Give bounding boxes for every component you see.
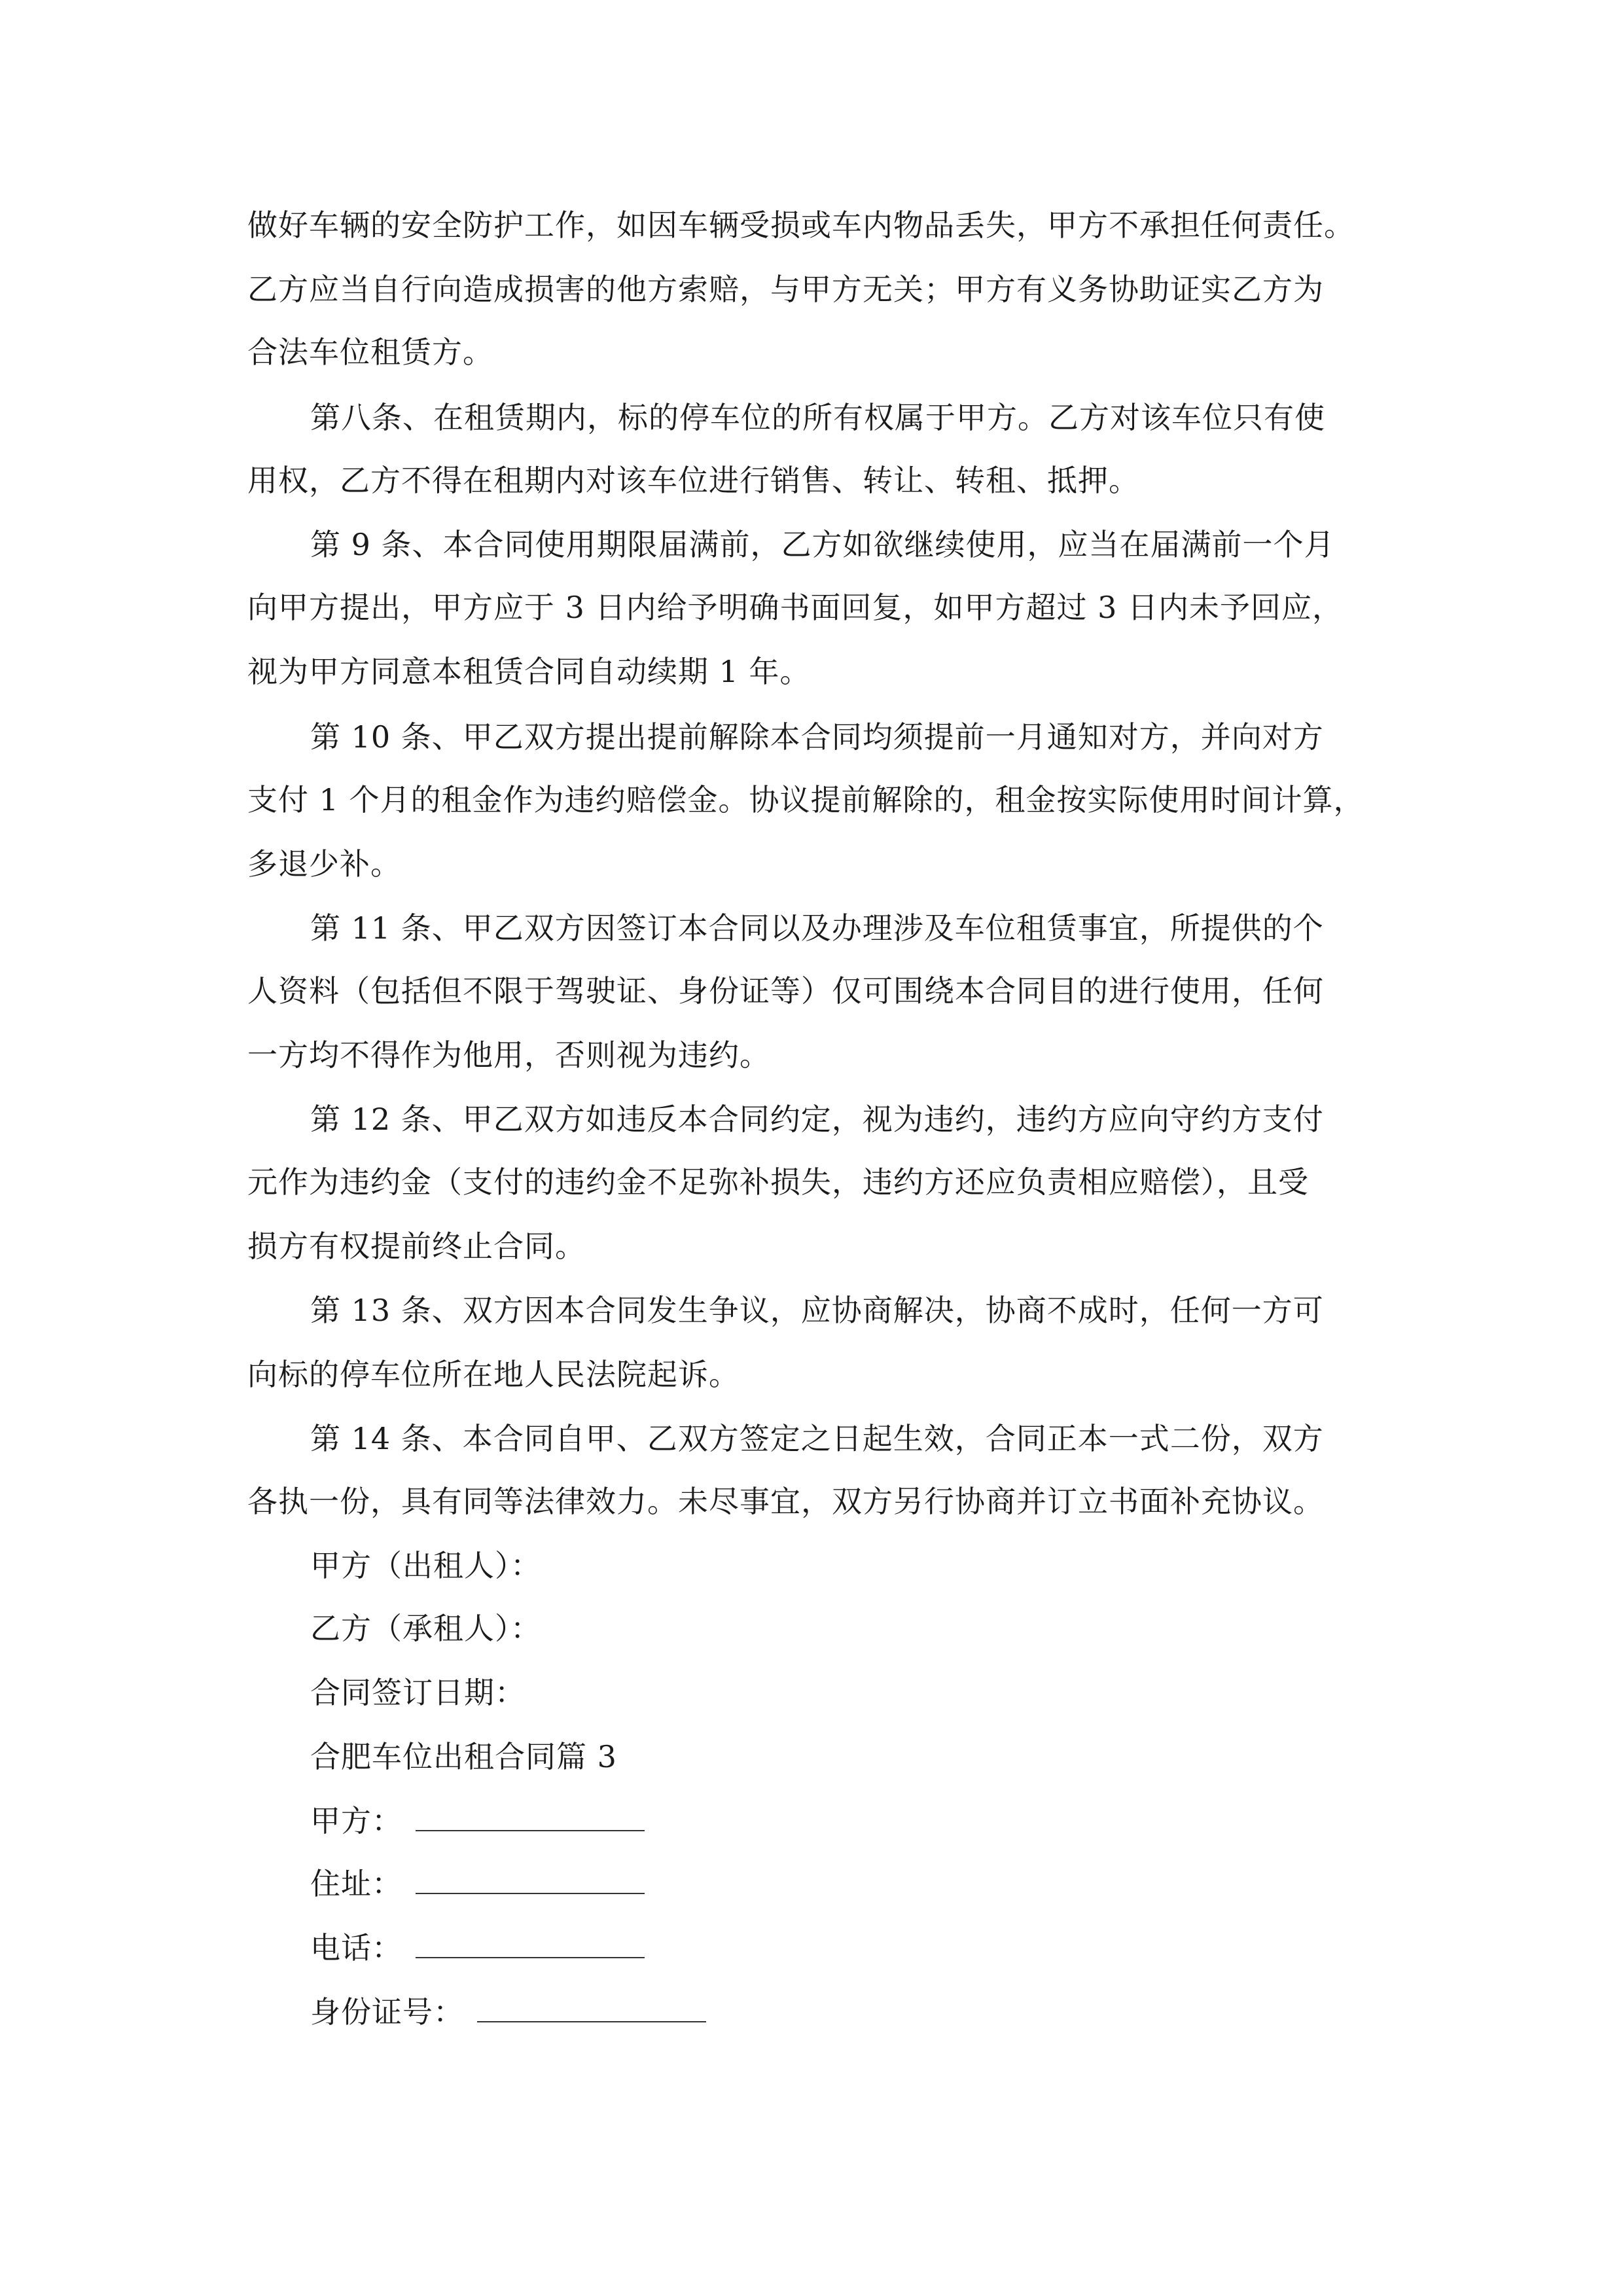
text-line: 第八条、在租赁期内，标的停车位的所有权属于甲方。乙方对该车位只有使 [310, 400, 1325, 435]
text-line: 第 13 条、双方因本合同发生争议，应协商解决，协商不成时，任何一方可 [310, 1293, 1324, 1328]
text-line: 人资料（包括但不限于驾驶证、身份证等）仅可围绕本合同目的进行使用，任何 [247, 973, 1324, 1009]
fill-in-blank [416, 1871, 645, 1894]
text-line: 用权，乙方不得在租期内对该车位进行销售、转让、转租、抵押。 [247, 463, 1139, 498]
signature-label: 合同签订日期： [310, 1675, 526, 1710]
text-line: 第 9 条、本合同使用期限届满前，乙方如欲继续使用，应当在届满前一个月 [310, 527, 1335, 562]
text-line: 第 12 条、甲乙双方如违反本合同约定，视为违约，违约方应向守约方支付 [310, 1102, 1324, 1137]
form-field-phone [310, 1928, 645, 1967]
section-title: 合肥车位出租合同篇 3 [310, 1739, 617, 1774]
field-label: 身份证号： [310, 1994, 464, 2030]
signature-label: 乙方（承租人）： [310, 1611, 541, 1646]
text-line: 第 11 条、甲乙双方因签订本合同以及办理涉及车位租赁事宜，所提供的个 [310, 910, 1324, 946]
fill-in-blank [477, 1999, 706, 2022]
text-line: 元作为违约金（支付的违约金不足弥补损失，违约方还应负责相应赔偿），且受 [247, 1164, 1309, 1200]
text-line: 向甲方提出，甲方应于 3 日内给予明确书面回复，如甲方超过 3 日内未予回应， [247, 590, 1344, 625]
field-label: 电话： [310, 1930, 402, 1965]
text-line: 损方有权提前终止合同。 [247, 1229, 586, 1264]
signature-label: 甲方（出租人）： [310, 1548, 541, 1583]
field-label: 甲方： [310, 1803, 402, 1839]
form-field-id-number [310, 1992, 706, 2032]
text-line: 支付 1 个月的租金作为违约赔偿金。协议提前解除的，租金按实际使用时间计算， [247, 782, 1364, 817]
form-field-party-a [310, 1801, 645, 1840]
fill-in-blank [416, 1935, 645, 1958]
text-line: 各执一份，具有同等法律效力。未尽事宜，双方另行协商并订立书面补充协议。 [247, 1484, 1324, 1519]
text-line: 视为甲方同意本租赁合同自动续期 1 年。 [247, 654, 811, 689]
text-line: 做好车辆的安全防护工作，如因车辆受损或车内物品丢失，甲方不承担任何责任。 [247, 207, 1355, 243]
fill-in-blank [416, 1808, 645, 1831]
text-line: 向标的停车位所在地人民法院起诉。 [247, 1357, 740, 1392]
text-line: 乙方应当自行向造成损害的他方索赔，与甲方无关；甲方有义务协助证实乙方为 [247, 272, 1324, 307]
text-line: 多退少补。 [247, 846, 401, 882]
field-label: 住址： [310, 1866, 402, 1901]
text-line: 第 10 条、甲乙双方提出提前解除本合同均须提前一月通知对方，并向对方 [310, 719, 1324, 755]
text-line: 一方均不得作为他用，否则视为违约。 [247, 1037, 770, 1073]
text-line: 第 14 条、本合同自甲、乙双方签定之日起生效，合同正本一式二份，双方 [310, 1421, 1324, 1456]
form-field-address [310, 1864, 645, 1903]
text-line: 合法车位租赁方。 [247, 334, 493, 370]
